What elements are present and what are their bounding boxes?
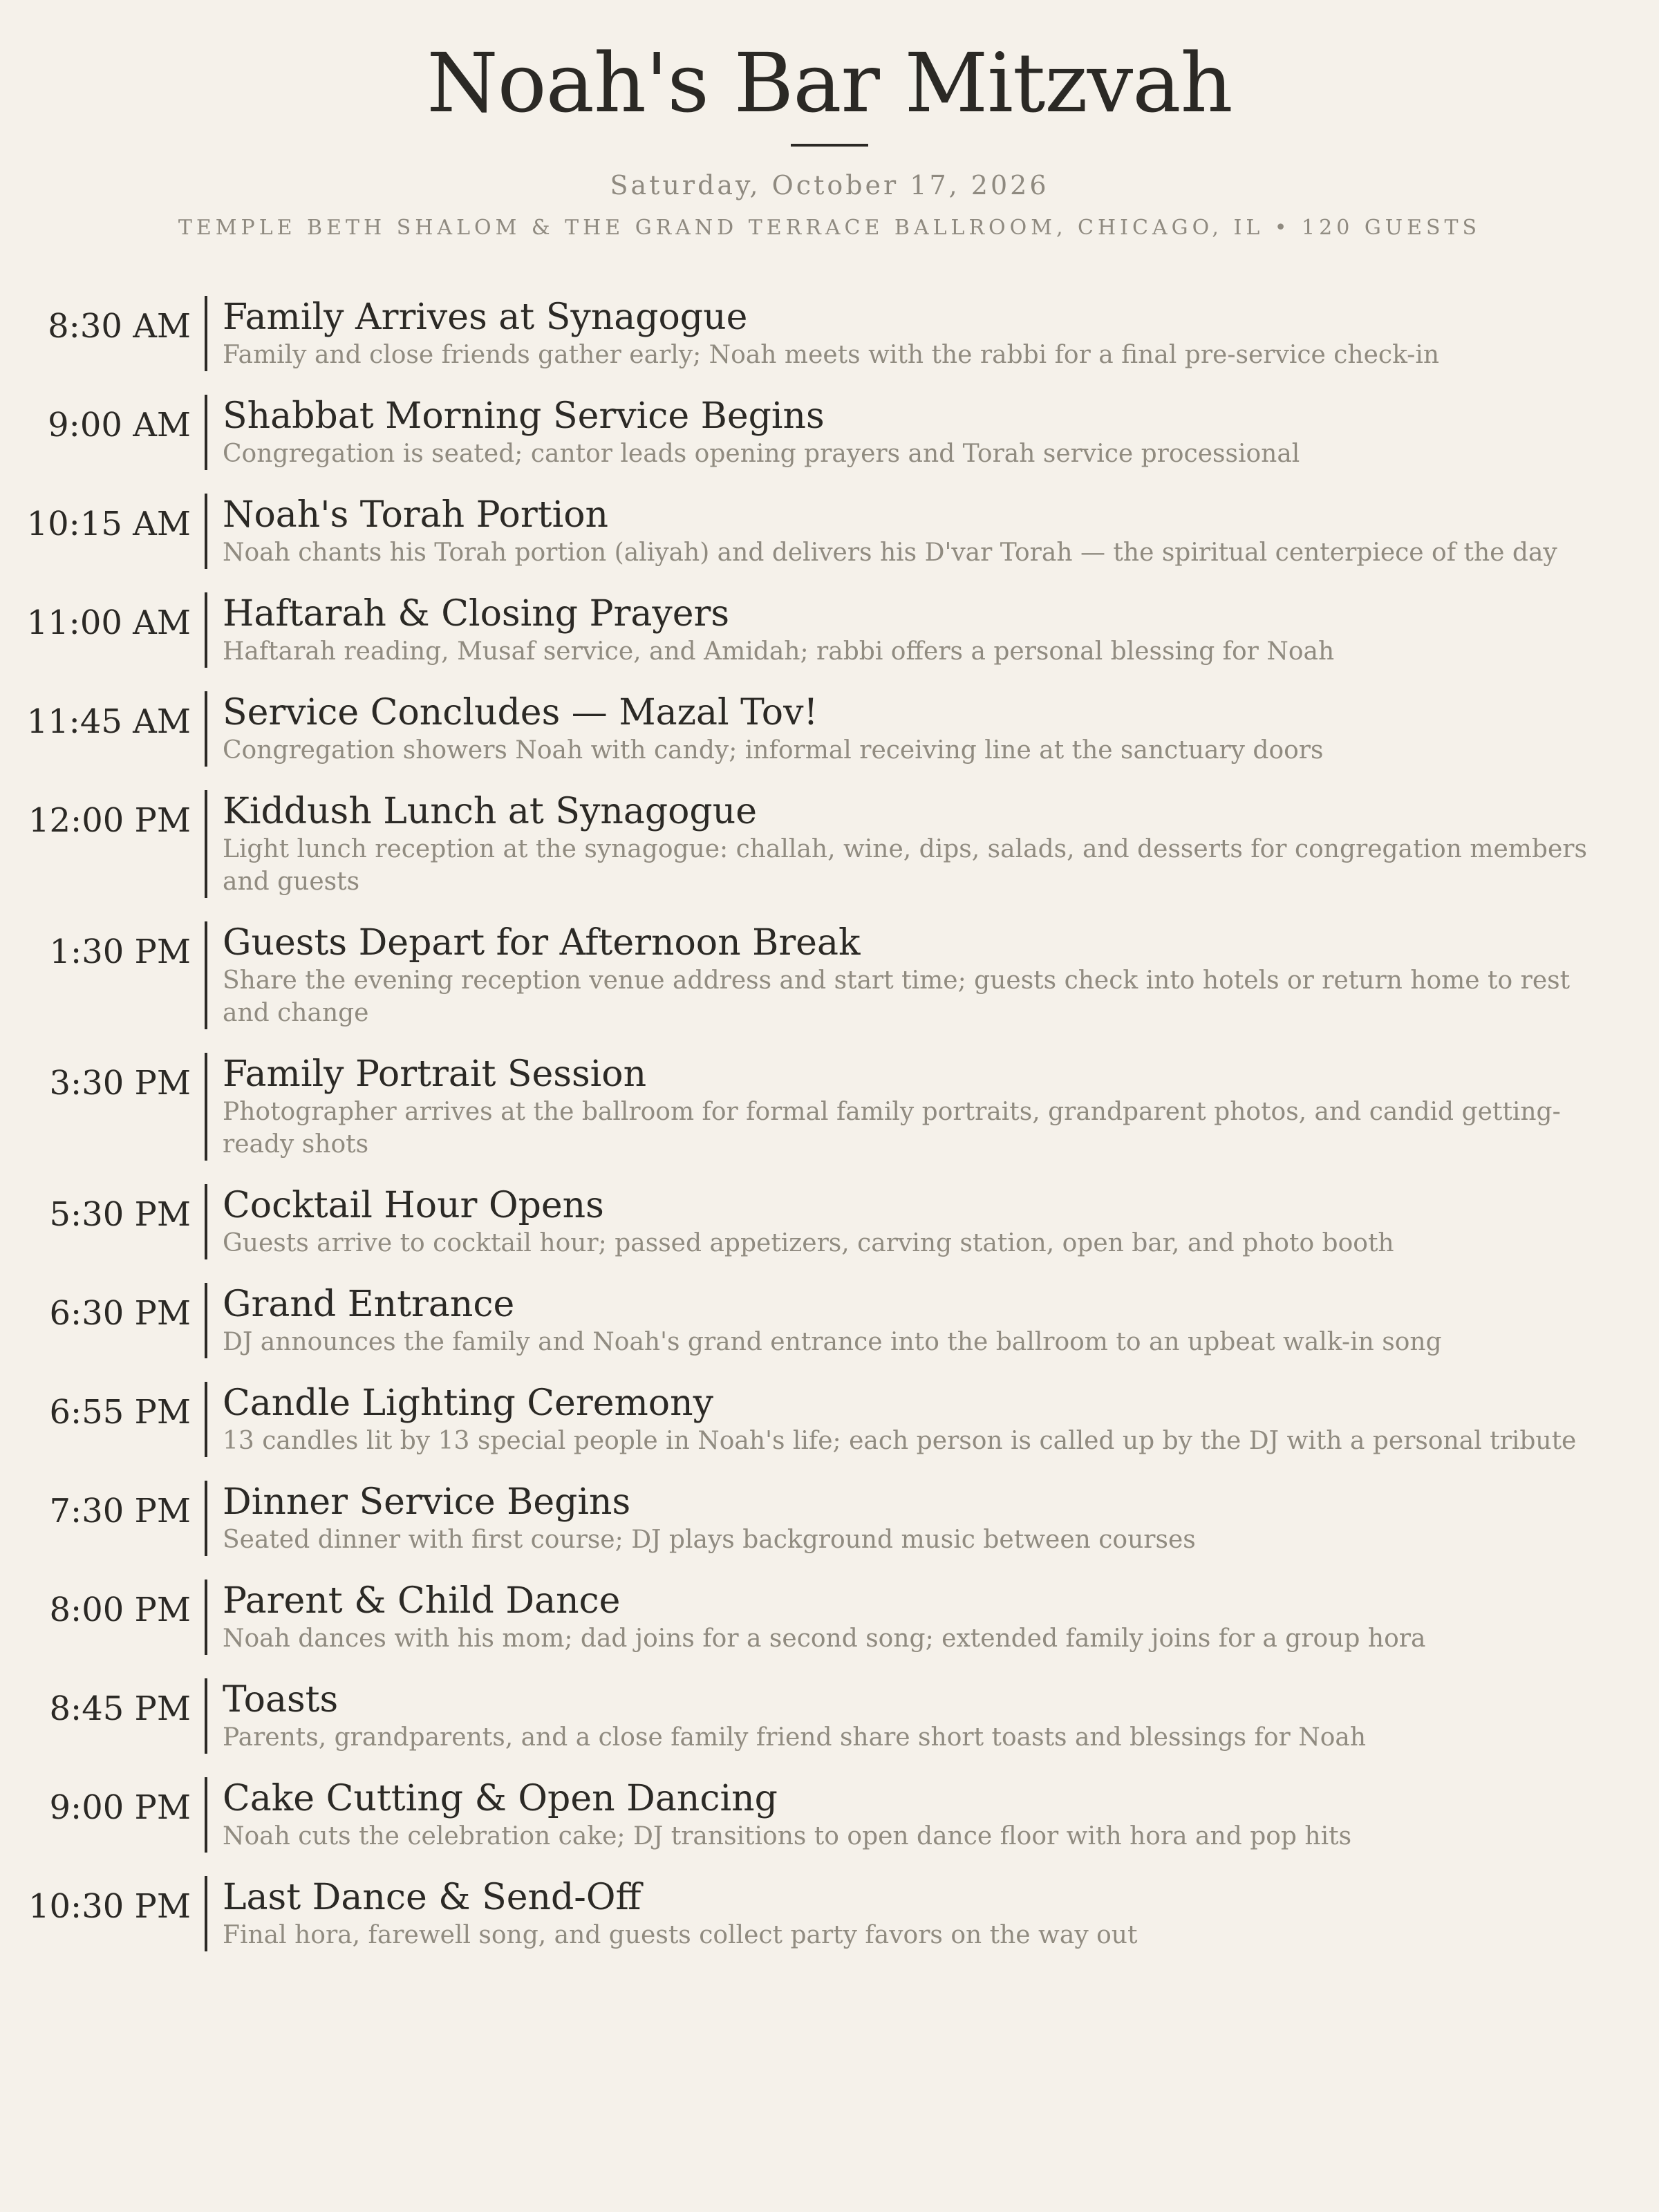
timeline bbox=[0, 296, 1659, 1975]
event-description: Light lunch reception at the synagogue: challah, wine, dips, salads, and desserts for congregation members and guests bbox=[223, 835, 1587, 896]
event-title: Noah's Torah Portion bbox=[223, 494, 609, 536]
event-time: 9:00 AM bbox=[48, 406, 191, 444]
event-description: Final hora, farewell song, and guests collect party favors on the way out bbox=[223, 1921, 1138, 1949]
timeline-event bbox=[0, 592, 1659, 668]
event-date: Saturday, October 17, 2026 bbox=[610, 169, 1049, 200]
event-title: Dinner Service Begins bbox=[223, 1481, 631, 1523]
event-description: 13 candles lit by 13 special people in Noah's life; each person is called up by the DJ with a personal tribute bbox=[223, 1427, 1577, 1455]
title-divider bbox=[791, 144, 868, 147]
event-time: 11:00 AM bbox=[26, 603, 191, 642]
event-title: Family Portrait Session bbox=[223, 1053, 647, 1095]
event-details bbox=[207, 1876, 1590, 1951]
timeline-event bbox=[0, 790, 1659, 898]
event-time: 7:30 PM bbox=[49, 1492, 191, 1530]
event-title: Last Dance & Send-Off bbox=[223, 1877, 641, 1918]
timeline-event bbox=[0, 1678, 1659, 1754]
event-description: Noah dances with his mom; dad joins for a second song; extended family joins for a group hora bbox=[223, 1624, 1426, 1653]
event-details bbox=[207, 1053, 1590, 1161]
event-title: Cocktail Hour Opens bbox=[223, 1185, 604, 1226]
timeline-event bbox=[0, 395, 1659, 470]
event-details bbox=[207, 1678, 1590, 1754]
timeline-event bbox=[0, 494, 1659, 569]
event-description: Photographer arrives at the ballroom for formal family portraits, grandparent photos, and candid getting-ready shots bbox=[223, 1098, 1561, 1159]
event-details bbox=[207, 1580, 1590, 1655]
event-title: Family Arrives at Synagogue bbox=[223, 297, 748, 338]
event-details bbox=[207, 1777, 1590, 1853]
event-title: Service Concludes — Mazal Tov! bbox=[223, 692, 818, 733]
event-title: Parent & Child Dance bbox=[223, 1580, 621, 1622]
page-title: Noah's Bar Mitzvah bbox=[427, 35, 1232, 131]
timeline-event bbox=[0, 1283, 1659, 1358]
event-description: Congregation is seated; cantor leads opening prayers and Torah service processional bbox=[223, 440, 1300, 468]
event-time: 10:15 AM bbox=[26, 505, 191, 543]
event-description: Family and close friends gather early; Noah meets with the rabbi for a final pre-service check-in bbox=[223, 341, 1440, 369]
timeline-event bbox=[0, 1481, 1659, 1556]
timeline-event bbox=[0, 1777, 1659, 1853]
event-description: Congregation showers Noah with candy; informal receiving line at the sanctuary doors bbox=[223, 736, 1324, 765]
event-description: Noah chants his Torah portion (aliyah) and delivers his D'var Torah — the spiritual centerpiece of the day bbox=[223, 538, 1557, 567]
event-details bbox=[207, 921, 1590, 1029]
event-time: 8:30 AM bbox=[48, 307, 191, 346]
timeline-event bbox=[0, 1580, 1659, 1655]
event-description: Seated dinner with first course; DJ plays background music between courses bbox=[223, 1526, 1196, 1554]
timeline-event bbox=[0, 921, 1659, 1029]
timeline-event bbox=[0, 1382, 1659, 1457]
event-title: Kiddush Lunch at Synagogue bbox=[223, 791, 757, 832]
event-description: Haftarah reading, Musaf service, and Amidah; rabbi offers a personal blessing for Noah bbox=[223, 637, 1335, 666]
event-title: Guests Depart for Afternoon Break bbox=[223, 922, 861, 964]
header bbox=[0, 0, 1659, 240]
event-time: 5:30 PM bbox=[49, 1195, 191, 1234]
event-title: Toasts bbox=[223, 1679, 339, 1721]
timeline-event bbox=[0, 1876, 1659, 1951]
event-details bbox=[207, 296, 1590, 371]
event-time: 10:30 PM bbox=[28, 1887, 191, 1926]
event-details bbox=[207, 1481, 1590, 1556]
event-details bbox=[207, 1382, 1590, 1457]
event-time: 6:30 PM bbox=[49, 1294, 191, 1333]
event-details bbox=[207, 691, 1590, 767]
event-description: Noah cuts the celebration cake; DJ transitions to open dance floor with hora and pop hits bbox=[223, 1822, 1352, 1850]
event-title: Candle Lighting Ceremony bbox=[223, 1382, 713, 1424]
event-description: Parents, grandparents, and a close family friend share short toasts and blessings for Noah bbox=[223, 1723, 1367, 1752]
event-details bbox=[207, 592, 1590, 668]
event-description: DJ announces the family and Noah's grand entrance into the ballroom to an upbeat walk-in song bbox=[223, 1328, 1442, 1356]
timeline-event bbox=[0, 1053, 1659, 1161]
event-details bbox=[207, 494, 1590, 569]
event-details bbox=[207, 1283, 1590, 1358]
timeline-event bbox=[0, 296, 1659, 371]
event-time: 8:45 PM bbox=[49, 1689, 191, 1728]
event-title: Haftarah & Closing Prayers bbox=[223, 593, 730, 635]
event-details bbox=[207, 790, 1590, 898]
event-time: 9:00 PM bbox=[49, 1788, 191, 1827]
timeline-event bbox=[0, 691, 1659, 767]
event-title: Shabbat Morning Service Begins bbox=[223, 395, 825, 437]
timeline-event bbox=[0, 1184, 1659, 1259]
event-time: 3:30 PM bbox=[49, 1064, 191, 1103]
venue-line: TEMPLE BETH SHALOM & THE GRAND TERRACE BALLROOM, CHICAGO, IL • 120 GUESTS bbox=[178, 215, 1481, 240]
event-time: 12:00 PM bbox=[28, 801, 191, 840]
event-description: Share the evening reception venue address and start time; guests check into hotels or return home to rest and change bbox=[223, 966, 1571, 1027]
event-time: 8:00 PM bbox=[49, 1591, 191, 1629]
event-time: 6:55 PM bbox=[49, 1393, 191, 1432]
event-title: Grand Entrance bbox=[223, 1284, 515, 1325]
event-details bbox=[207, 395, 1590, 470]
event-title: Cake Cutting & Open Dancing bbox=[223, 1778, 778, 1819]
event-description: Guests arrive to cocktail hour; passed appetizers, carving station, open bar, and photo booth bbox=[223, 1229, 1394, 1257]
event-time: 11:45 AM bbox=[26, 702, 191, 741]
event-time: 1:30 PM bbox=[49, 932, 191, 971]
event-details bbox=[207, 1184, 1590, 1259]
